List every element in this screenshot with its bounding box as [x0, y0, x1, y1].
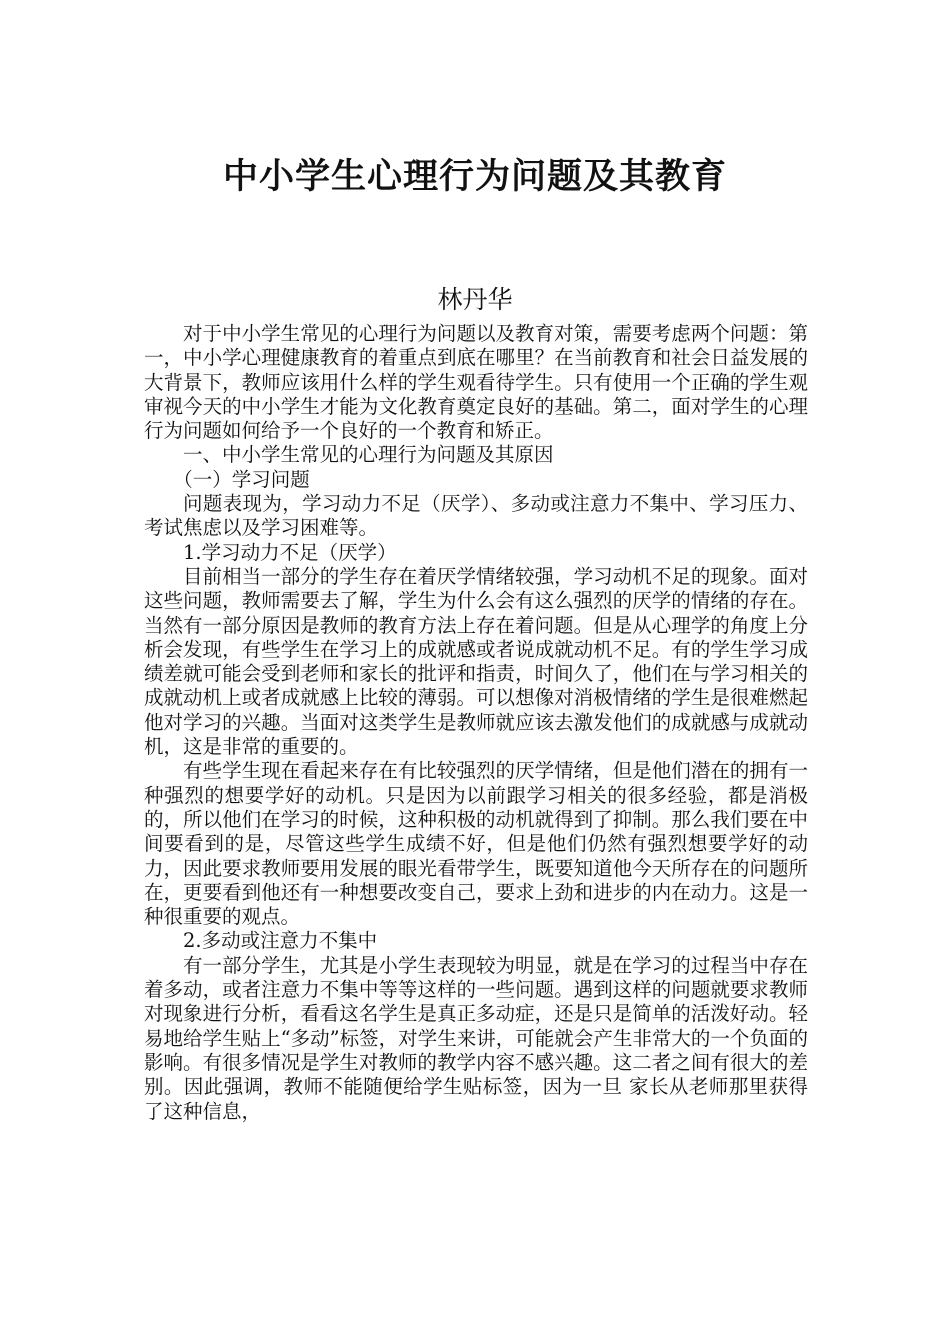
item-heading-1: 1.学习动力不足（厌学）: [183, 540, 397, 564]
document-author: 林丹华: [437, 285, 513, 314]
document-title: 中小学生心理行为问题及其教育: [222, 156, 727, 197]
paragraph-attention: 有一部分学生，尤其是小学生表现较为明显，就是在学习的过程当中存在着多动，或者注意力不集中等等这样的一些问题。遇到这样的问题就要求教师对现象进行分析，看看这名学生是真正多动症，还是只是简单的活泼好动。轻易地给学生贴上“多动”标签，对学生来讲，可能就会产生非常大的一个负面的影响。有很多情况是学生对教师的教学内容不感兴趣。这二者之间有很大的差别。因此强调，教师不能随便给学生贴标签，因为一旦 家长从老师那里获得了这种信息，: [144, 953, 808, 1123]
intro-paragraph: 对于中小学生常见的心理行为问题以及教育对策，需要考虑两个问题：第一，中小学心理健康教育的着重点到底在哪里？在当前教育和社会日益发展的大背景下，教师应该用什么样的学生观看待学生。只有使用一个正确的学生观审视今天的中小学生才能为文化教育奠定良好的基础。第二，面对学生的心理行为问题如何给予一个良好的一个教育和矫正。: [144, 322, 808, 443]
paragraph-motivation-2: 有些学生现在看起来存在有比较强烈的厌学情绪，但是他们潜在的拥有一种强烈的想要学好的动机。只是因为以前跟学习相关的很多经验，都是消极的，所以他们在学习的时候，这种积极的动机就得到了抑制。那么我们要在中间要看到的是，尽管这些学生成绩不好，但是他们仍然有强烈想要学好的动力，因此要求教师要用发展的眼光看带学生，既要知道他今天所存在的问题所在，更要看到他还有一种想要改变自己，要求上劲和进步的内在动力。这是一种很重要的观点。: [144, 759, 808, 929]
paragraph-motivation-1: 目前相当一部分的学生存在着厌学情绪较强，学习动机不足的现象。面对这些问题，教师需要去了解，学生为什么会有这么强烈的厌学的情绪的存在。当然有一部分原因是教师的教育方法上存在着问题。但是从心理学的角度上分析会发现，有些学生在学习上的成就感或者说成就动机不足。有的学生学习成绩差就可能会受到老师和家长的批评和指责，时间久了，他们在与学习相关的成就动机上或者成就感上比较的薄弱。可以想像对消极情绪的学生是很难燃起他对学习的兴趣。当面对这类学生是教师就应该去激发他们的成就感与成就动机，这是非常的重要的。: [144, 564, 808, 759]
item-heading-2: 2.多动或注意力不集中: [183, 929, 378, 953]
subsection-heading-learning: （一）学习问题: [173, 467, 310, 491]
section-heading-1: 一、中小学生常见的心理行为问题及其原因: [183, 443, 554, 467]
document-body: [144, 322, 808, 1124]
paragraph-problem-overview: 问题表现为，学习动力不足（厌学）、多动或注意力不集中、学习压力、考试焦虑以及学习困难等。: [144, 492, 808, 540]
